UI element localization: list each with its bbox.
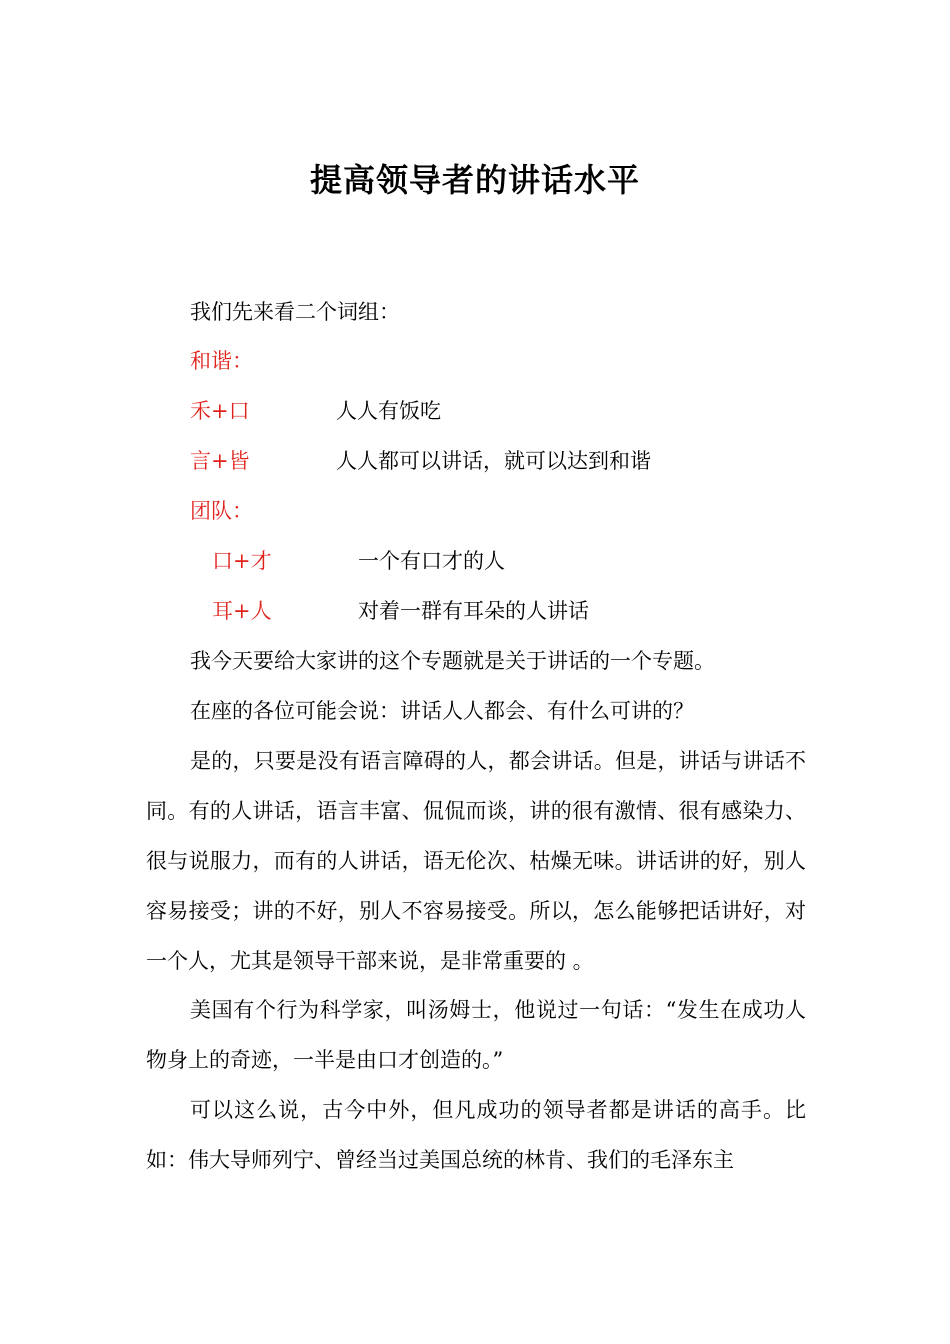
paragraph-3: 是的，只要是没有语言障碍的人，都会讲话。但是，讲话与讲话不同。有的人讲话，语言丰富、侃侃而谈，讲的很有激情、很有感染力、很与说服力，而有的人讲话，语无伦次、枯燥无味。讲话讲的好，别人容易接受；讲的不好，别人不容易接受。所以，怎么能够把话讲好，对一个人，尤其是领导干部来说，是非常重要的 。 <box>146 749 806 973</box>
paragraph-4: 美国有个行为科学家，叫汤姆士，他说过一句话：“发生在成功人物身上的奇迹，一半是由口才创造的。” <box>146 998 806 1072</box>
word2-heading: 团队： <box>190 499 253 523</box>
page-title: 提高领导者的讲话水平 <box>309 161 640 199</box>
word2-term-2: 耳+人 <box>212 599 272 623</box>
word1-meaning-2: 人人都可以讲话，就可以达到和谐 <box>336 449 651 473</box>
paragraph-5: 可以这么说，古今中外，但凡成功的领导者都是讲话的高手。比如：伟大导师列宁、曾经当过美国总统的林肯、我们的毛泽东主 <box>146 1098 806 1172</box>
word1-meaning-1: 人人有饭吃 <box>336 399 441 423</box>
word2-meaning-1: 一个有口才的人 <box>358 549 505 573</box>
word2-term-1: 口+才 <box>212 549 272 573</box>
intro-text: 我们先来看二个词组： <box>190 300 400 324</box>
word2-meaning-2: 对着一群有耳朵的人讲话 <box>358 599 589 623</box>
paragraph-1: 我今天要给大家讲的这个专题就是关于讲话的一个专题。 <box>190 649 715 673</box>
word1-heading: 和谐： <box>190 349 253 373</box>
paragraph-2: 在座的各位可能会说：讲话人人都会、有什么可讲的？ <box>190 699 694 723</box>
word1-term-1: 禾+口 <box>190 399 250 423</box>
word1-term-2: 言+皆 <box>190 449 250 473</box>
